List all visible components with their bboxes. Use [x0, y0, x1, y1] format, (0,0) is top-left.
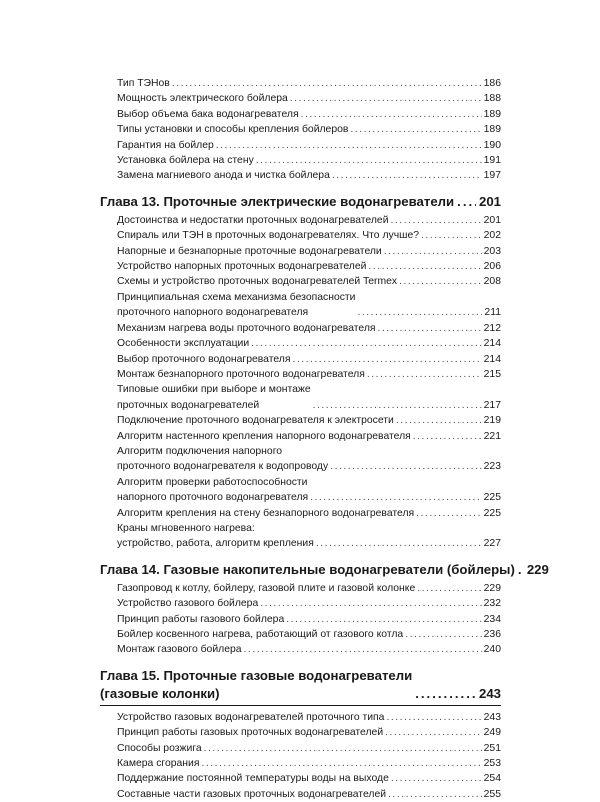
toc-entry-title-line: Принцип работы газового бойлера: [117, 613, 285, 625]
toc-entry[interactable]: [117, 413, 501, 428]
dot-leader: [310, 490, 482, 505]
toc-entry-title: [117, 244, 382, 259]
dot-leader: [386, 710, 481, 725]
toc-entry-title: [117, 627, 403, 642]
toc-entry[interactable]: [117, 521, 501, 552]
toc-entry-title-line: проточного напорного водонагревателя: [117, 307, 309, 319]
toc-entry-title: [117, 367, 365, 382]
toc-entry[interactable]: [117, 336, 501, 351]
dot-leader: [405, 627, 481, 642]
toc-page-number: 206: [483, 261, 501, 273]
dot-leader: [399, 274, 482, 289]
chapter-title: [100, 193, 454, 211]
toc-entry[interactable]: [117, 107, 501, 122]
chapter-page-number: 229: [526, 561, 549, 577]
toc-entry-title-line: Устройство напорных проточных водонагревателей: [117, 261, 367, 273]
section-list: [100, 76, 501, 184]
toc-page-number: 223: [483, 461, 501, 473]
toc-entry[interactable]: [117, 741, 501, 756]
dot-leader: [384, 244, 482, 259]
toc-entry-title-line: Напорные и безнапорные проточные водонагреватели: [117, 245, 382, 257]
chapter-heading[interactable]: [100, 667, 501, 703]
dot-leader: [244, 642, 482, 657]
toc-page-number: 219: [483, 415, 501, 427]
toc-page-number: 255: [483, 788, 501, 800]
dot-leader: [396, 413, 482, 428]
toc-entry[interactable]: [117, 274, 501, 289]
toc-entry-title-line: Поддержание постоянной температуры воды на выходе: [117, 773, 389, 785]
toc-page-number: 197: [483, 170, 501, 182]
toc-entry-title-line: Схемы и устройство проточных водонагревателей Termex: [117, 276, 398, 288]
toc-entry-title: [117, 321, 376, 336]
dot-leader: [416, 506, 482, 521]
toc-entry[interactable]: [117, 321, 501, 336]
toc-page-number: 203: [483, 245, 501, 257]
toc-entry-title: [117, 756, 199, 771]
chapter-divider: [100, 705, 501, 706]
toc-entry[interactable]: [117, 429, 501, 444]
toc-entry-title-line: Составные части газовых проточных водонагревателей: [117, 788, 387, 800]
toc-entry[interactable]: [117, 259, 501, 274]
toc-page-number: 236: [483, 629, 501, 640]
dot-leader: [457, 193, 476, 211]
toc-entry-title-line: Бойлер косвенного нагрева, работающий от газового котла: [117, 629, 404, 640]
toc-entry[interactable]: [117, 627, 501, 642]
toc-entry-title-line: проточных водонагревателей: [117, 399, 260, 411]
toc-entry[interactable]: [117, 444, 501, 475]
toc-page-number: 253: [483, 758, 501, 770]
toc-entry-title-line: Принципиальная схема механизма безопасности: [117, 291, 356, 303]
toc-entry-title: [117, 521, 314, 552]
toc-entry[interactable]: [117, 710, 501, 725]
toc-entry-title-line: Алгоритм проверки работоспособности: [117, 476, 308, 488]
section-list: [100, 581, 501, 658]
toc-entry[interactable]: [117, 506, 501, 521]
toc-entry-title-line: Устройство газового бойлера: [117, 598, 259, 610]
toc-entry[interactable]: [117, 581, 501, 596]
toc-page-number: 221: [483, 430, 501, 442]
toc-entry-title-line: Выбор проточного водонагревателя: [117, 353, 291, 365]
toc-entry[interactable]: [117, 475, 501, 506]
toc-entry-title-line: Алгоритм подключения напорного: [117, 445, 283, 457]
dot-leader: [172, 76, 482, 91]
toc-entry-title-line: Механизм нагрева воды проточного водонагревателя: [117, 322, 376, 334]
toc-entry-title: [117, 153, 254, 168]
toc-page-number: 217: [483, 399, 501, 411]
toc-page-number: 214: [483, 353, 501, 365]
toc-entry-title: [117, 506, 414, 521]
dot-leader: [330, 459, 481, 474]
toc-entry-title-line: Принцип работы газовых проточных водонагревателей: [117, 727, 384, 739]
chapter-heading[interactable]: [100, 193, 501, 211]
toc-entry[interactable]: [117, 382, 501, 413]
toc-page-number: 189: [483, 108, 501, 120]
toc-entry-title: [117, 91, 288, 106]
toc-page-number: 188: [483, 93, 501, 105]
toc-entry-title: [117, 168, 330, 183]
toc-entry-title: [117, 228, 419, 243]
toc-page-number: 189: [483, 124, 501, 136]
toc-entry-title-line: Замена магниевого анода и чистка бойлера: [117, 170, 330, 182]
toc-entry[interactable]: [117, 367, 501, 382]
toc-entry[interactable]: [117, 138, 501, 153]
toc-page-number: 234: [483, 613, 501, 625]
toc-entry-title: [117, 741, 202, 756]
toc-entry-title-line: Алгоритм настенного крепления напорного водонагревателя: [117, 430, 411, 442]
toc-entry[interactable]: [117, 725, 501, 740]
section-list: [100, 710, 501, 802]
dot-leader: [378, 321, 482, 336]
toc-entry[interactable]: [117, 122, 501, 137]
section-list: [100, 213, 501, 552]
toc-entry-title: [117, 274, 397, 289]
toc-entry-title-line: Особенности эксплуатации: [117, 338, 250, 350]
toc-page-number: 249: [483, 727, 501, 739]
toc-entry-title-line: Спираль или ТЭН в проточных водонагревателях. Что лучше?: [117, 230, 420, 242]
dot-leader: [313, 398, 482, 413]
toc-entry-title-line: проточного водонагревателя к водопроводу: [117, 461, 329, 473]
dot-leader: [286, 612, 481, 627]
toc-entry-title-line: напорного проточного водонагревателя: [117, 492, 309, 504]
dot-leader: [290, 91, 482, 106]
toc-entry[interactable]: [117, 771, 501, 786]
dot-leader: [350, 122, 481, 137]
toc-entry-title-line: Камера сгорания: [117, 758, 200, 770]
toc-entry-title-line: Монтаж безнапорного проточного водонагревателя: [117, 368, 365, 380]
toc-entry-title-line: Монтаж газового бойлера: [117, 644, 242, 656]
toc-entry[interactable]: [117, 228, 501, 243]
toc-entry-title: [117, 122, 348, 137]
toc-page-number: 191: [483, 155, 501, 167]
toc-page-number: 190: [483, 139, 501, 151]
toc-entry-title-line: Способы розжига: [117, 742, 202, 754]
toc-page-number: 201: [483, 214, 501, 226]
toc-page-number: 211: [484, 307, 501, 319]
toc-entry-title-line: Мощность электрического бойлера: [117, 93, 288, 105]
dot-leader: [204, 741, 482, 756]
dot-leader: [332, 168, 482, 183]
toc-entry-title-line: Алгоритм крепления на стену безнапорного водонагревателя: [117, 507, 415, 519]
dot-leader: [260, 596, 481, 611]
toc-entry[interactable]: [117, 213, 501, 228]
toc-entry-title: [117, 413, 394, 428]
toc-entry-title: [117, 612, 284, 627]
dot-leader: [292, 352, 481, 367]
toc-entry-title: [117, 352, 290, 367]
dot-leader: [316, 536, 482, 551]
chapter-title: [100, 561, 515, 579]
toc-entry-title: [117, 259, 366, 274]
dot-leader: [385, 725, 482, 740]
toc-entry-title: [117, 138, 214, 153]
toc-page-number: 225: [483, 507, 501, 519]
toc-entry-title-line: Установка бойлера на стену: [117, 155, 254, 167]
toc-page-number: 208: [483, 276, 501, 288]
toc-entry-title-line: Подключение проточного водонагревателя к электросети: [117, 415, 394, 427]
toc-entry-title-line: Газопровод к котлу, бойлеру, газовой плите и газовой колонке: [117, 582, 416, 594]
toc-entry-title: [117, 429, 411, 444]
toc-entry-title: [117, 444, 328, 475]
dot-leader: [251, 336, 482, 351]
toc-entry[interactable]: [117, 352, 501, 367]
dot-leader: [391, 771, 482, 786]
dot-leader: [417, 581, 481, 596]
toc-page-number: 229: [483, 582, 501, 594]
toc-entry-title-line: Достоинства и недостатки проточных водонагревателей: [117, 214, 389, 226]
dot-leader: [413, 429, 482, 444]
toc-page-number: 254: [483, 773, 501, 785]
toc-entry[interactable]: [117, 612, 501, 627]
toc-entry-title: [117, 475, 308, 506]
toc-entry[interactable]: [117, 168, 501, 183]
toc-entry-title-line: Тип ТЭНов: [117, 78, 170, 89]
toc-entry-title-line: Устройство газовых водонагревателей проточного типа: [117, 711, 385, 723]
toc-entry[interactable]: [117, 153, 501, 168]
toc-entry-title: [117, 290, 355, 321]
chapter-page-number: 243: [478, 685, 501, 701]
toc-entry-title-line: Краны мгновенного нагрева:: [117, 522, 255, 534]
toc-page-number: 225: [483, 492, 501, 504]
toc-entry-title: [117, 642, 242, 657]
dot-leader: [421, 228, 482, 243]
dot-leader: [518, 561, 524, 579]
toc-entry-title: [117, 213, 389, 228]
toc-page-number: 186: [483, 78, 501, 89]
chapter-title-line: (газовые колонки): [100, 685, 220, 701]
toc-entry-title-line: Выбор объема бака водонагревателя: [117, 108, 299, 120]
toc-page-number: 251: [483, 742, 501, 754]
toc-entry-title: [117, 336, 249, 351]
toc-entry-title-line: Гарантия на бойлер: [117, 139, 214, 151]
chapter-title-line: Глава 15. Проточные газовые водонагреватели: [100, 667, 413, 683]
chapter-title-line: Глава 13. Проточные электрические водонагреватели: [100, 193, 455, 209]
toc-page-number: 243: [483, 711, 501, 723]
toc-page-number: 232: [483, 598, 501, 610]
dot-leader: [388, 787, 482, 802]
toc-entry[interactable]: [117, 642, 501, 657]
dot-leader: [256, 153, 482, 168]
toc-entry-title-line: устройство, работа, алгоритм крепления: [117, 538, 314, 550]
toc-entry-title: [117, 710, 384, 725]
toc-entry-title: [117, 725, 383, 740]
chapter-heading[interactable]: [100, 561, 549, 579]
table-of-contents: [100, 76, 549, 802]
toc-entry-title-line: Типовые ошибки при выборе и монтаже: [117, 384, 311, 396]
dot-leader: [201, 756, 481, 771]
toc-entry[interactable]: [117, 756, 501, 771]
toc-page-number: 240: [483, 644, 501, 656]
toc-page-number: 227: [483, 538, 501, 550]
toc-entry-title: [117, 107, 299, 122]
toc-entry-title: [117, 787, 386, 802]
dot-leader: [357, 305, 482, 320]
chapter-page-number: 201: [478, 193, 501, 209]
toc-page-number: 215: [483, 368, 501, 380]
toc-page-number: 202: [483, 230, 501, 242]
dot-leader: [391, 213, 482, 228]
toc-entry-title-line: Типы установки и способы крепления бойлеров: [117, 124, 349, 136]
toc-entry-title: [117, 596, 258, 611]
toc-page-number: 212: [483, 322, 501, 334]
toc-entry[interactable]: [117, 596, 501, 611]
dot-leader: [368, 259, 481, 274]
toc-entry[interactable]: [117, 787, 501, 802]
toc-page-number: 214: [483, 338, 501, 350]
toc-entry-title: [117, 581, 415, 596]
toc-entry-title: [117, 382, 311, 413]
toc-entry[interactable]: [117, 290, 501, 321]
toc-entry[interactable]: [117, 244, 501, 259]
toc-entry[interactable]: [117, 91, 501, 106]
toc-entry-title: [117, 76, 170, 91]
chapter-title-line: Глава 14. Газовые накопительные водонагреватели (бойлеры): [100, 561, 515, 577]
dot-leader: [216, 138, 482, 153]
toc-entry-title: [117, 771, 389, 786]
dot-leader: [367, 367, 482, 382]
toc-entry[interactable]: [117, 76, 501, 91]
chapter-title: [100, 667, 412, 703]
dot-leader: [301, 107, 482, 122]
dot-leader: [415, 685, 476, 703]
